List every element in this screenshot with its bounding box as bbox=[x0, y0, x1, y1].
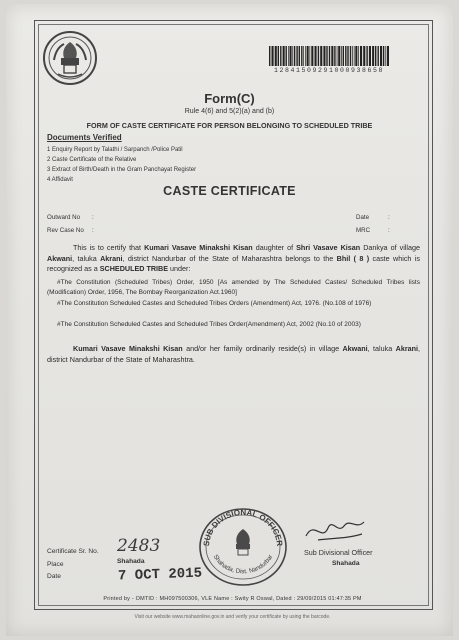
barcode-number: 12841509291000938658 bbox=[273, 67, 384, 74]
caste-name: Bhil ( 8 ) bbox=[336, 253, 370, 263]
issue-date-stamp: 7 OCT 2015 bbox=[117, 565, 203, 585]
outward-no-label: Outward No bbox=[47, 214, 81, 221]
document-item: 3 Extract of Birth/Death in the Gram Panchayat Register bbox=[47, 167, 197, 173]
taluka-name: Akrani bbox=[100, 253, 123, 263]
place-value: Shahada bbox=[117, 558, 145, 565]
rev-case-no-colon: : bbox=[92, 227, 94, 234]
verify-website-note: Visit our website www.mahaonline.gov.in and verify your certificate by using the barcode. bbox=[134, 614, 331, 620]
barcode-icon bbox=[267, 46, 391, 66]
mrc-label: MRC bbox=[356, 227, 371, 234]
certify-paragraph: This is to certify that Kumari Vasave Minakshi Kisan daughter of Shri Vasave Kisan Dankya of village Akwani, taluka Akrani, district Nandurbar of the State of Maharashtra belongs to the Bhil ( 8 ) caste which is recognized as a SCHEDULED TRIBE under: bbox=[47, 243, 420, 273]
tribe-status: SCHEDULED TRIBE bbox=[99, 264, 169, 273]
father-name: Shri Vasave Kisan bbox=[296, 243, 361, 252]
seal-bottom-text: Shahada, Dist. Nandurbar bbox=[211, 553, 275, 576]
documents-list bbox=[47, 145, 196, 185]
residence-paragraph: Kumari Vasave Minakshi Kisan and/or her family ordinarily reside(s) in village Akwani, taluka Akrani, district Nandurbar of the State of Maharashtra. bbox=[47, 344, 421, 364]
official-seal bbox=[197, 503, 293, 589]
officer-signature-icon bbox=[300, 512, 370, 546]
date-label: Date bbox=[356, 214, 370, 221]
form-heading: FORM OF CASTE CERTIFICATE FOR PERSON BELONGING TO SCHEDULED TRIBE bbox=[86, 121, 373, 130]
order-2002: #The Constitution Scheduled Castes and Scheduled Tribes Order(Amendment) Act, 2002 (No.10 of 2003) bbox=[57, 321, 361, 328]
maharashtra-emblem-icon bbox=[42, 30, 98, 86]
svg-text:Shahada, Dist. Nandurbar bbox=[212, 554, 275, 576]
document-item: 4 Affidavit bbox=[47, 177, 73, 183]
place-label: Place bbox=[47, 561, 64, 568]
officer-title: Sub Divisional Officer bbox=[304, 548, 373, 557]
date-footer-label: Date bbox=[47, 573, 61, 580]
document-item: 2 Caste Certificate of the Relative bbox=[47, 157, 137, 163]
document-item: 1 Enquiry Report by Talathi / Sarpanch /Police Patil bbox=[47, 147, 183, 153]
printed-by-line: Printed by - OMTID : MH097500306, VLE Name : Swity R Oswal, Dated : 29/09/2015 01:47:35 PM bbox=[103, 596, 362, 602]
documents-verified-title: Documents Verified bbox=[47, 133, 122, 142]
official-seal-icon bbox=[197, 503, 289, 587]
form-title: Form(C) bbox=[204, 91, 255, 106]
village-name-2: Akwani bbox=[342, 344, 368, 353]
order-1976: #The Constitution Scheduled Castes and Scheduled Tribes Orders (Amendment) Act, 1976. (No.108 of 1976) bbox=[57, 300, 372, 307]
form-rule: Rule 4(6) and 5(2)(a) and (b) bbox=[184, 108, 275, 115]
seal-top-text: SUB DIVISIONAL OFFICER bbox=[201, 507, 285, 547]
certificate-sr-value: 2483 bbox=[117, 536, 161, 556]
district-name: Nandurbar bbox=[152, 253, 186, 263]
holder-name-2: Kumari Vasave Minakshi Kisan bbox=[73, 344, 183, 353]
mrc-colon: : bbox=[388, 227, 390, 234]
rev-case-no-label: Rev Case No bbox=[47, 227, 84, 234]
outward-no-colon: : bbox=[92, 214, 94, 221]
certificate-title: CASTE CERTIFICATE bbox=[163, 184, 296, 198]
order-1950: #The Constitution (Scheduled Tribes) Order, 1950 [As amended by The Scheduled Castes/ Scheduled Tribes lists (Modification) Order, 1956, The Bombay Reorganization Act.1960] bbox=[47, 279, 420, 296]
officer-place: Shahada bbox=[332, 560, 360, 567]
district-name-2: Nandurbar bbox=[69, 354, 104, 364]
certificate-sr-label: Certificate Sr. No. bbox=[47, 548, 99, 555]
village-name: Akwani bbox=[47, 253, 73, 263]
date-colon: : bbox=[388, 214, 390, 221]
taluka-name-2: Akrani bbox=[395, 344, 419, 353]
holder-name: Kumari Vasave Minakshi Kisan bbox=[144, 243, 253, 252]
barcode bbox=[267, 46, 391, 74]
